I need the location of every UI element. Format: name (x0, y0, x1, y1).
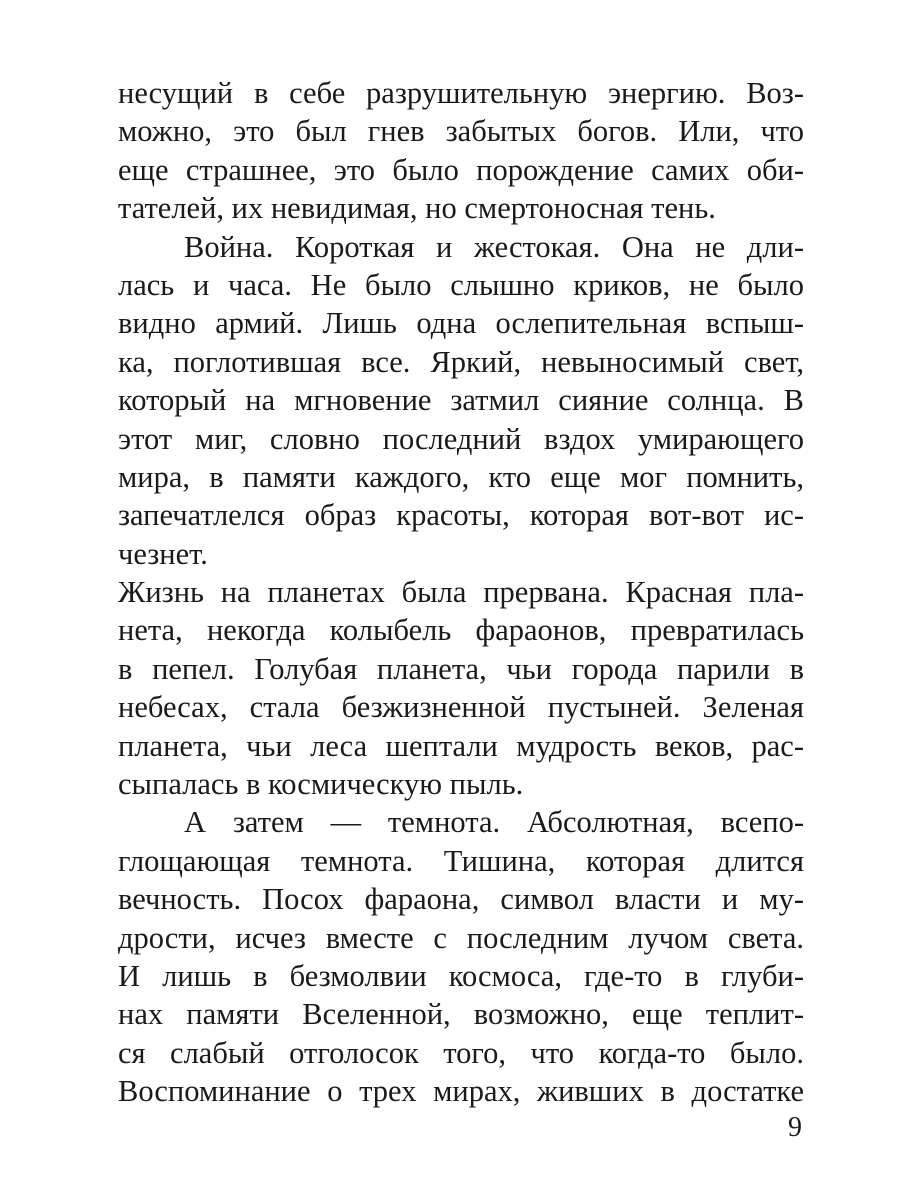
paragraph (118, 228, 804, 574)
text-line: небесах, стала безжизненной пустыней. Зеленая (118, 690, 804, 725)
text-line: планета, чьи леса шептали мудрость веков, рас- (118, 728, 804, 763)
text-line: дрости, исчез вместе с последним лучом света. (118, 920, 804, 955)
text-line: ся слабый отголосок того, что когда-то было. (118, 1035, 804, 1070)
text-line: глощающая темнота. Тишина, которая длится (118, 843, 804, 878)
page-number: 9 (788, 1112, 802, 1143)
paragraph (118, 573, 804, 803)
text-line: нета, некогда колыбель фараонов, превратилась (118, 613, 804, 648)
text-line: видно армий. Лишь одна ослепительная вспыш- (118, 306, 804, 341)
text-line: Воспоминание о трех мирах, живших в достатке (118, 1074, 804, 1109)
text-line: мира, в памяти каждого, кто еще мог помнить, (118, 459, 804, 494)
text-line: этот миг, словно последний вздох умирающего (118, 421, 804, 456)
text-line: Жизнь на планетах была прервана. Красная пла- (118, 575, 804, 610)
text-line: еще страшнее, это было порождение самих оби- (118, 152, 804, 187)
text-line: запечатлелся образ красоты, которая вот-вот ис- (118, 498, 804, 533)
text-line: сыпалась в космическую пыль. (118, 767, 524, 802)
text-line: можно, это был гнев забытых богов. Или, что (118, 114, 804, 149)
text-line: вечность. Посох фараона, символ власти и му- (118, 882, 804, 917)
paragraph (118, 74, 804, 228)
text-line: И лишь в безмолвии космоса, где-то в глуби- (118, 958, 804, 993)
text-line: ка, поглотившая все. Яркий, невыносимый свет, (118, 344, 804, 379)
text-line: Война. Короткая и жестокая. Она не дли- (184, 229, 804, 264)
text-line: чезнет. (118, 536, 208, 571)
text-line: в пепел. Голубая планета, чьи города парили в (118, 651, 804, 686)
text-line: несущий в себе разрушительную энергию. Воз- (118, 76, 804, 110)
text-line: нах памяти Вселенной, возможно, еще теплит- (118, 997, 804, 1032)
text-line: А затем — темнота. Абсолютная, всепо- (184, 805, 804, 840)
paragraph (118, 803, 804, 1110)
text-line: тателей, их невидимая, но смертоносная тень. (118, 191, 716, 226)
text-line: который на мгновение затмил сияние солнца. В (118, 383, 804, 418)
text-line: лась и часа. Не было слышно криков, не было (118, 267, 804, 302)
body-text (118, 74, 804, 1111)
